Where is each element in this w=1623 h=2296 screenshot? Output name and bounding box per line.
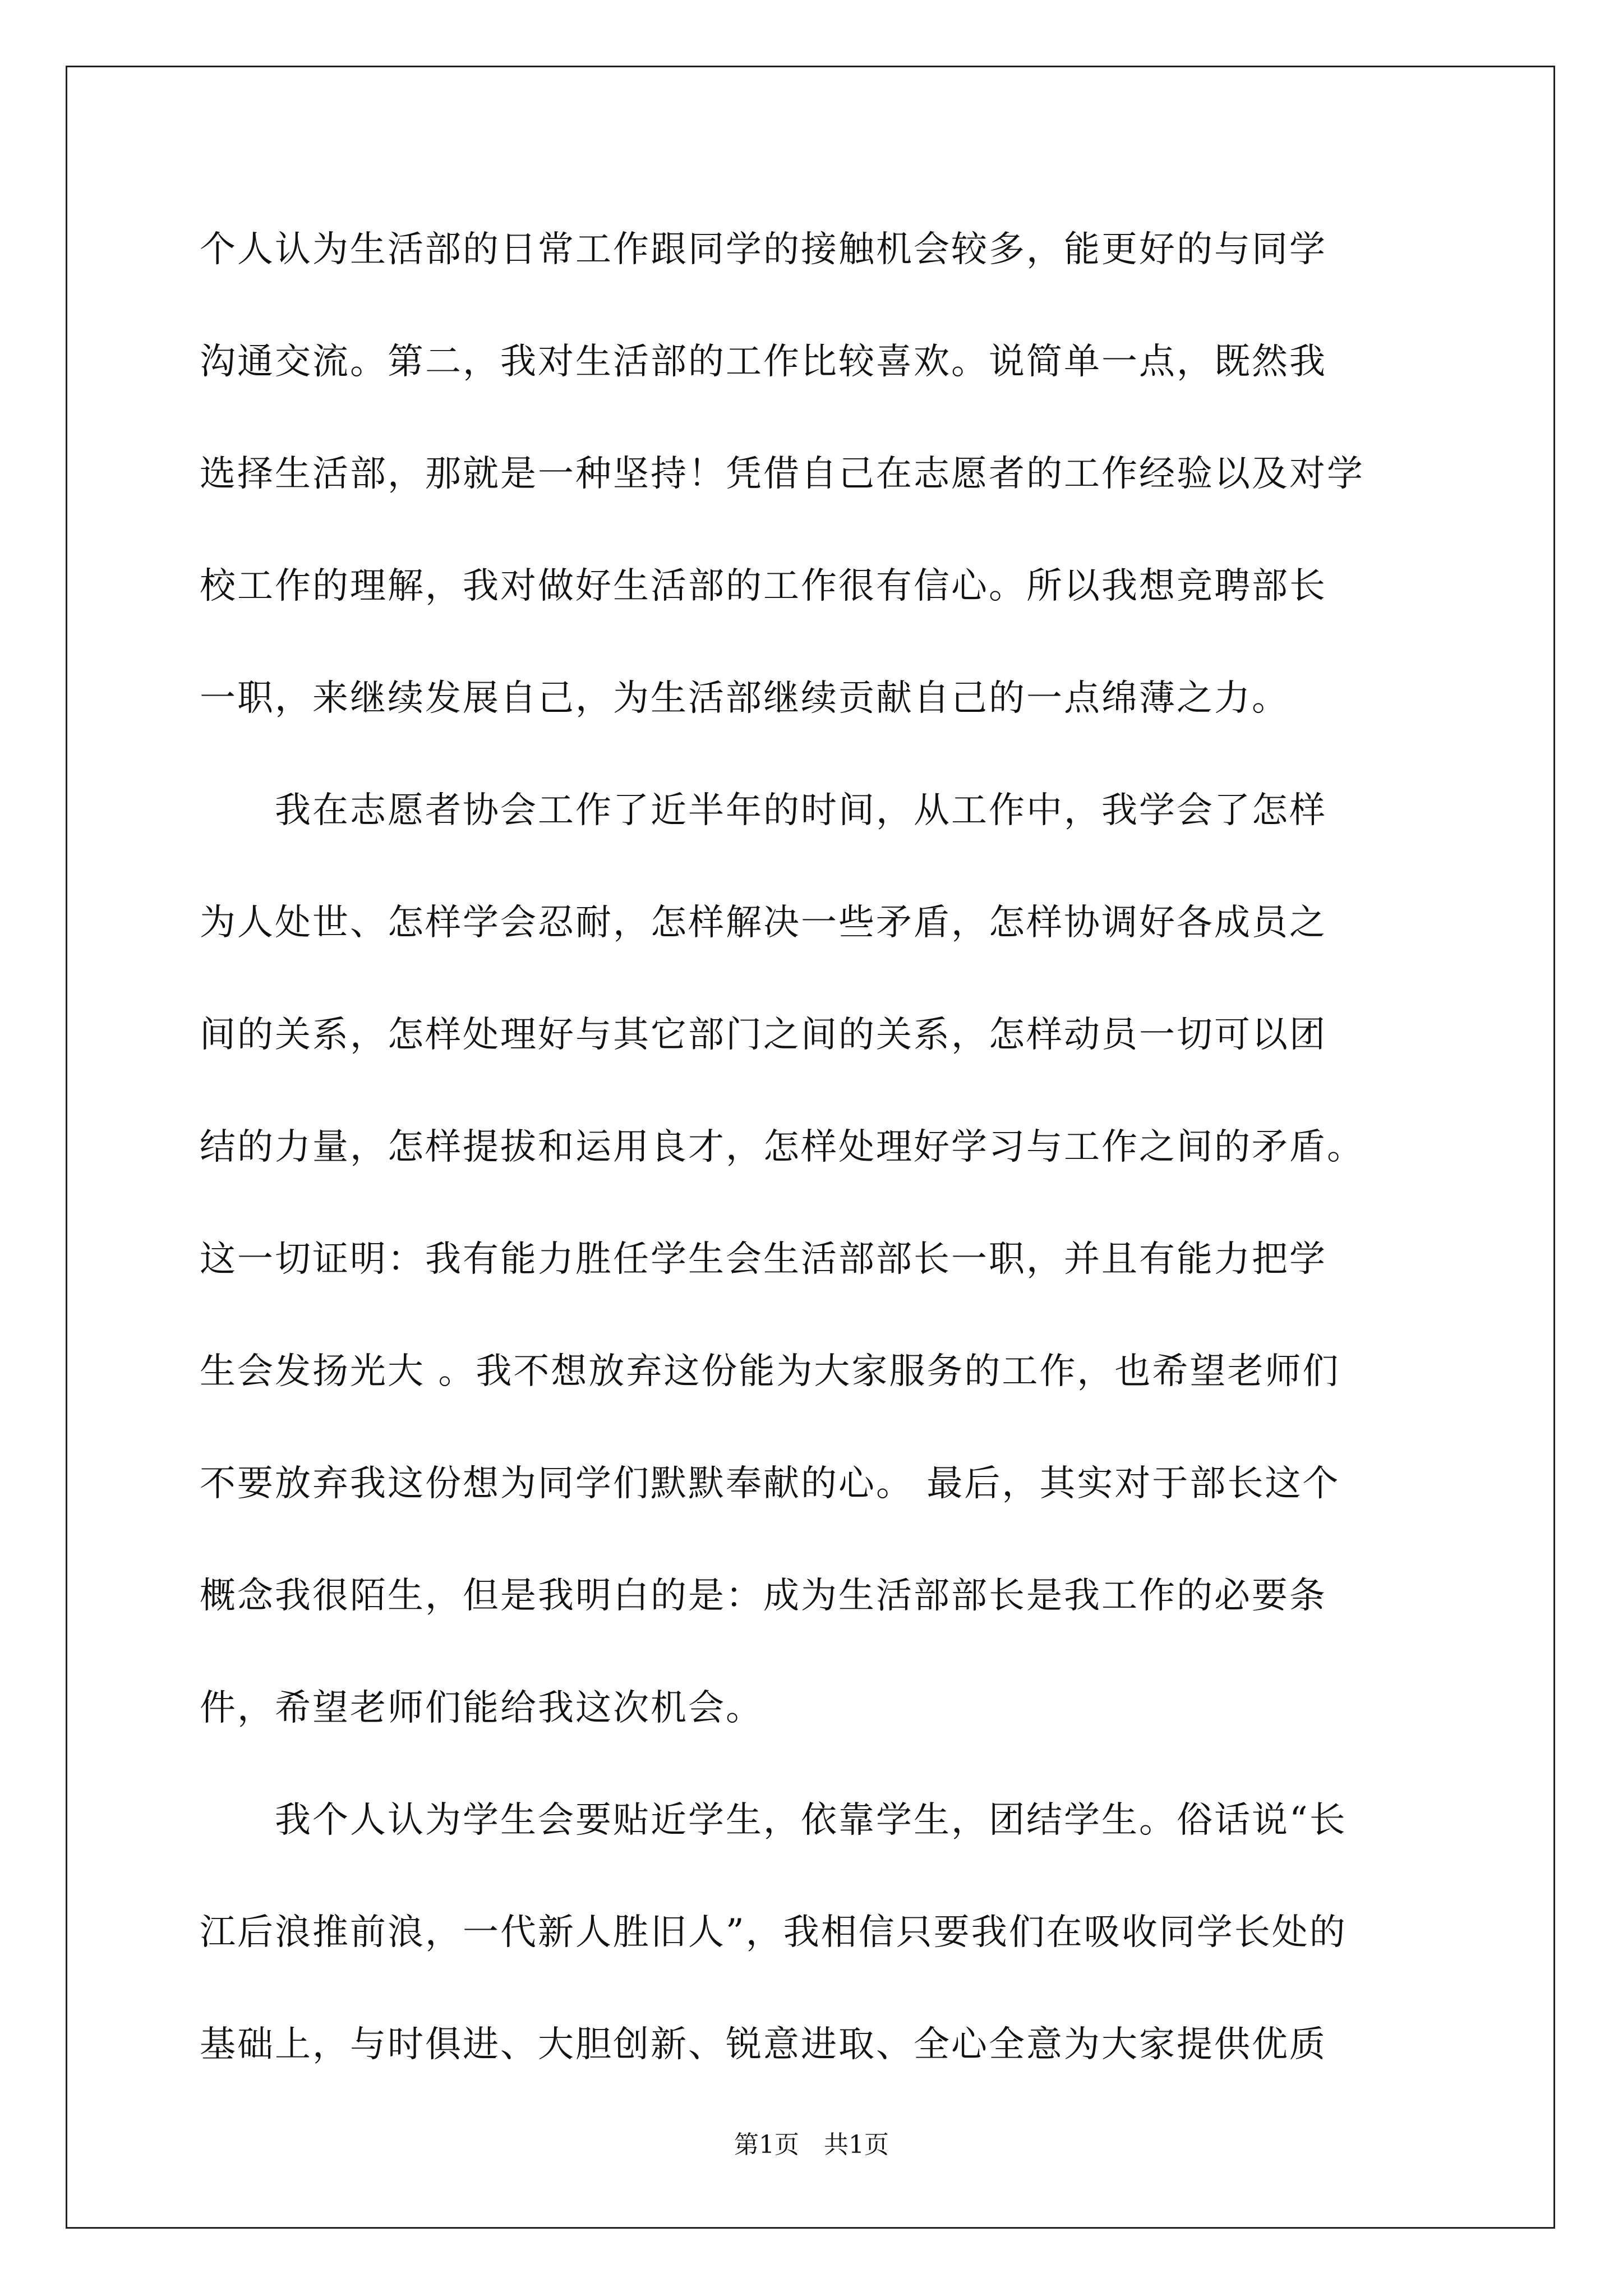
text-line: 我个人认为学生会要贴近学生，依靠学生，团结学生。俗话说“长 xyxy=(200,1800,1347,1841)
text-line: 我在志愿者协会工作了近半年的时间，从工作中，我学会了怎样 xyxy=(200,790,1327,831)
text-line: 生会发扬光大 。我不想放弃这份能为大家服务的工作，也希望老师们 xyxy=(200,1351,1340,1392)
text-line: 这一切证明：我有能力胜任学生会生活部部长一职，并且有能力把学 xyxy=(200,1239,1327,1280)
text-line: 不要放弃我这份想为同学们默默奉献的心。 最后，其实对于部长这个 xyxy=(200,1463,1340,1504)
text-line: 结的力量，怎样提拔和运用良才，怎样处理好学习与工作之间的矛盾。 xyxy=(200,1126,1364,1168)
text-line: 基础上，与时俱进、大胆创新、锐意进取、全心全意为大家提供优质 xyxy=(200,2024,1327,2065)
text-line: 江后浪推前浪，一代新人胜旧人”，我相信只要我们在吸收同学长处的 xyxy=(200,1912,1347,1953)
text-line: 选择生活部，那就是一种坚持！凭借自己在志愿者的工作经验以及对学 xyxy=(200,453,1364,495)
text-line: 校工作的理解，我对做好生活部的工作很有信心。所以我想竞聘部长 xyxy=(200,565,1327,607)
text-line: 间的关系，怎样处理好与其它部门之间的关系，怎样动员一切可以团 xyxy=(200,1014,1327,1056)
text-line: 沟通交流。第二，我对生活部的工作比较喜欢。说简单一点，既然我 xyxy=(200,341,1327,383)
text-line: 件，希望老师们能给我这次机会。 xyxy=(200,1687,763,1729)
text-line: 为人处世、怎样学会忍耐，怎样解决一些矛盾，怎样协调好各成员之 xyxy=(200,902,1327,944)
text-line: 一职，来继续发展自己，为生活部继续贡献自己的一点绵薄之力。 xyxy=(200,678,1289,719)
text-line: 个人认为生活部的日常工作跟同学的接触机会较多，能更好的与同学 xyxy=(200,229,1327,270)
page-number-footer: 第1页 共1页 xyxy=(734,2131,889,2159)
text-line: 概念我很陌生，但是我明白的是：成为生活部部长是我工作的必要条 xyxy=(200,1575,1327,1617)
